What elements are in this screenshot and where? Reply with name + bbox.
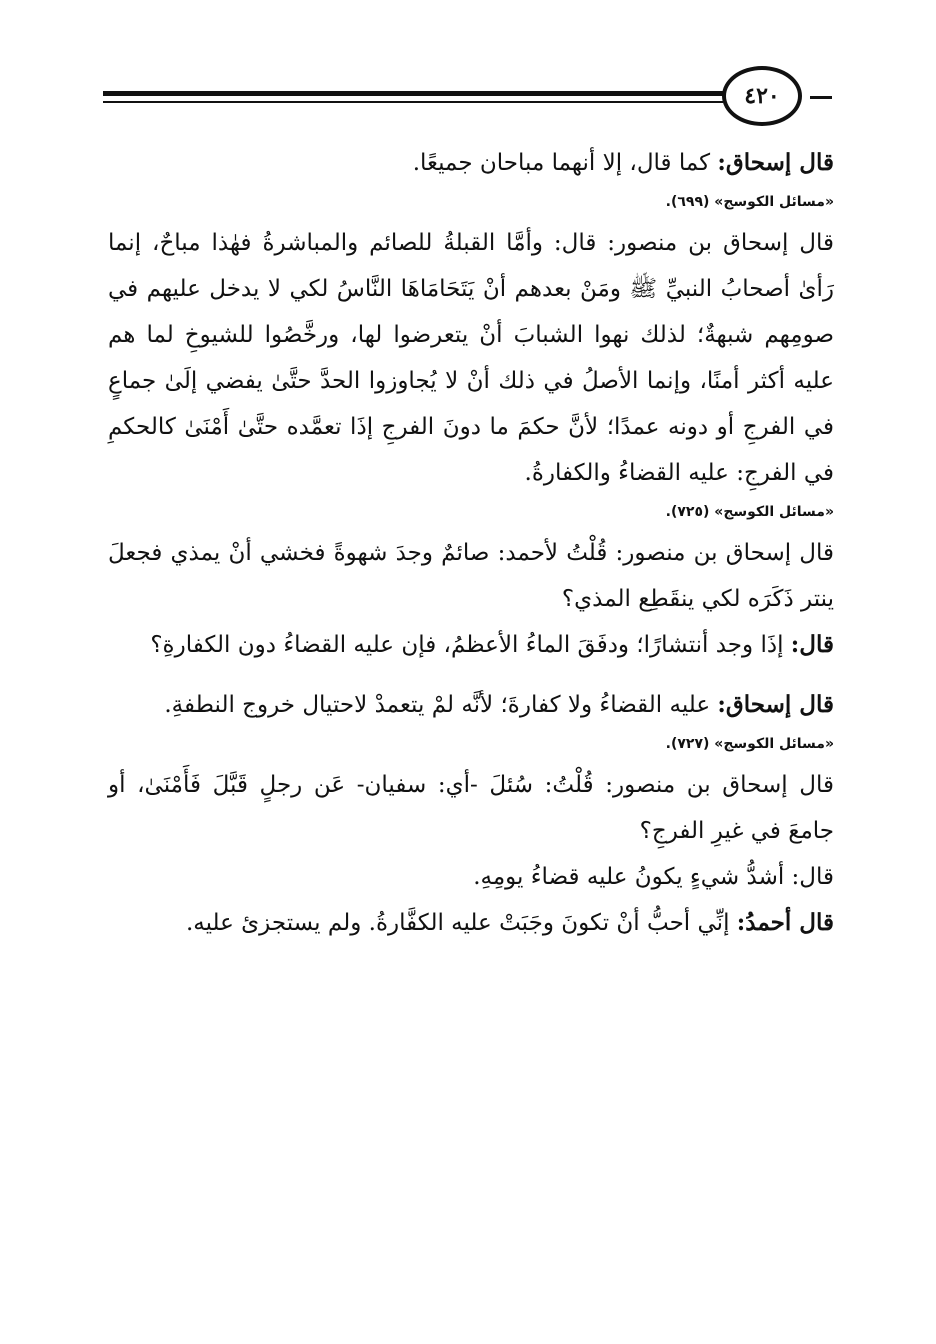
paragraph-text: قال: أشدُّ شيءٍ يكونُ عليه قضاءُ يومِهِ. [473,864,834,890]
paragraph [108,622,834,668]
source-reference: «مسائل الكوسج» (٧٢٥). [665,504,834,520]
paragraph [108,854,834,900]
header-rule-thin [103,101,723,103]
paragraph-text: قال إسحاق بن منصور: قُلْتُ: سُئلَ -أي: سفيان- عَن رجلٍ قَبَّلَ فَأَمْنَىٰ، أو جامعَ في غيرِ الفرجِ؟ [108,772,834,844]
page-header [0,0,936,140]
speaker-label: قال أحمدُ: [736,909,834,936]
paragraph-text: كما قال، إلا أنهما مباحان جميعًا. [412,150,718,176]
paragraph [108,900,834,946]
paragraph [108,530,834,622]
paragraph-text: عليه القضاءُ ولا كفارةَ؛ لأنَّه لمْ يتعمدْ لاحتيال خروج النطفةِ. [164,692,718,718]
speaker-label: قال إسحاق: [717,149,834,176]
header-rule-thick [103,91,723,96]
source-reference: «مسائل الكوسج» (٧٢٧). [665,736,834,752]
speaker-label: قال إسحاق: [717,691,834,718]
speaker-label: قال: [790,631,834,658]
page-number-badge [722,66,802,126]
paragraph-text: إذَا وجد أنتشارًا؛ ودفَقَ الماءُ الأعظمُ، فإن عليه القضاءُ دون الكفارةِ؟ [150,632,791,658]
paragraph-text: قال إسحاق بن منصور: قُلْتُ لأحمد: صائمٌ وجدَ شهوةً فخشي أنْ يمذي فجعلَ ينتر ذَكَرَه لكي ينقَطِع المذي؟ [108,540,834,612]
paragraph [108,762,834,854]
source-reference: «مسائل الكوسج» (٦٩٩). [665,194,834,210]
paragraph-text: إنِّي أحبُّ أنْ تكونَ وجَبَتْ عليه الكفَّارةُ. ولم يستجزئ عليه. [185,910,737,936]
page-number: ٤٢٠ [744,83,780,109]
header-rule-right [810,96,832,99]
paragraph [108,682,834,728]
page-body [108,140,834,1310]
paragraph [108,220,834,496]
paragraph [108,140,834,186]
paragraph-text: قال إسحاق بن منصور: قال: وأمَّا القبلةُ للصائم والمباشرةُ فهٰذا مباحٌ، إنما رَأىٰ أصحابُ النبيِّ ﷺ ومَنْ بعدهم أنْ يَتَحَامَاهَا النَّاسُ لكي لا يدخل عليهم في صومِهم شبهةٌ؛ لذلك نهوا الشبابَ أنْ يتعرضوا لها، ورخَّصُوا للشيوخِ لما هم عليه أكثر أمنًا، وإنما الأصلُ في ذلك أنْ لا يُجاوزوا الحدَّ حتَّىٰ يفضي إلَىٰ جماعٍ في الفرجِ أو دونه عمدًا؛ لأنَّ حكمَ ما دونَ الفرجِ إذَا تعمَّده حتَّىٰ أَمْنَىٰ كالحكمِ في الفرجِ: عليه القضاءُ والكفارةُ. [108,230,834,486]
